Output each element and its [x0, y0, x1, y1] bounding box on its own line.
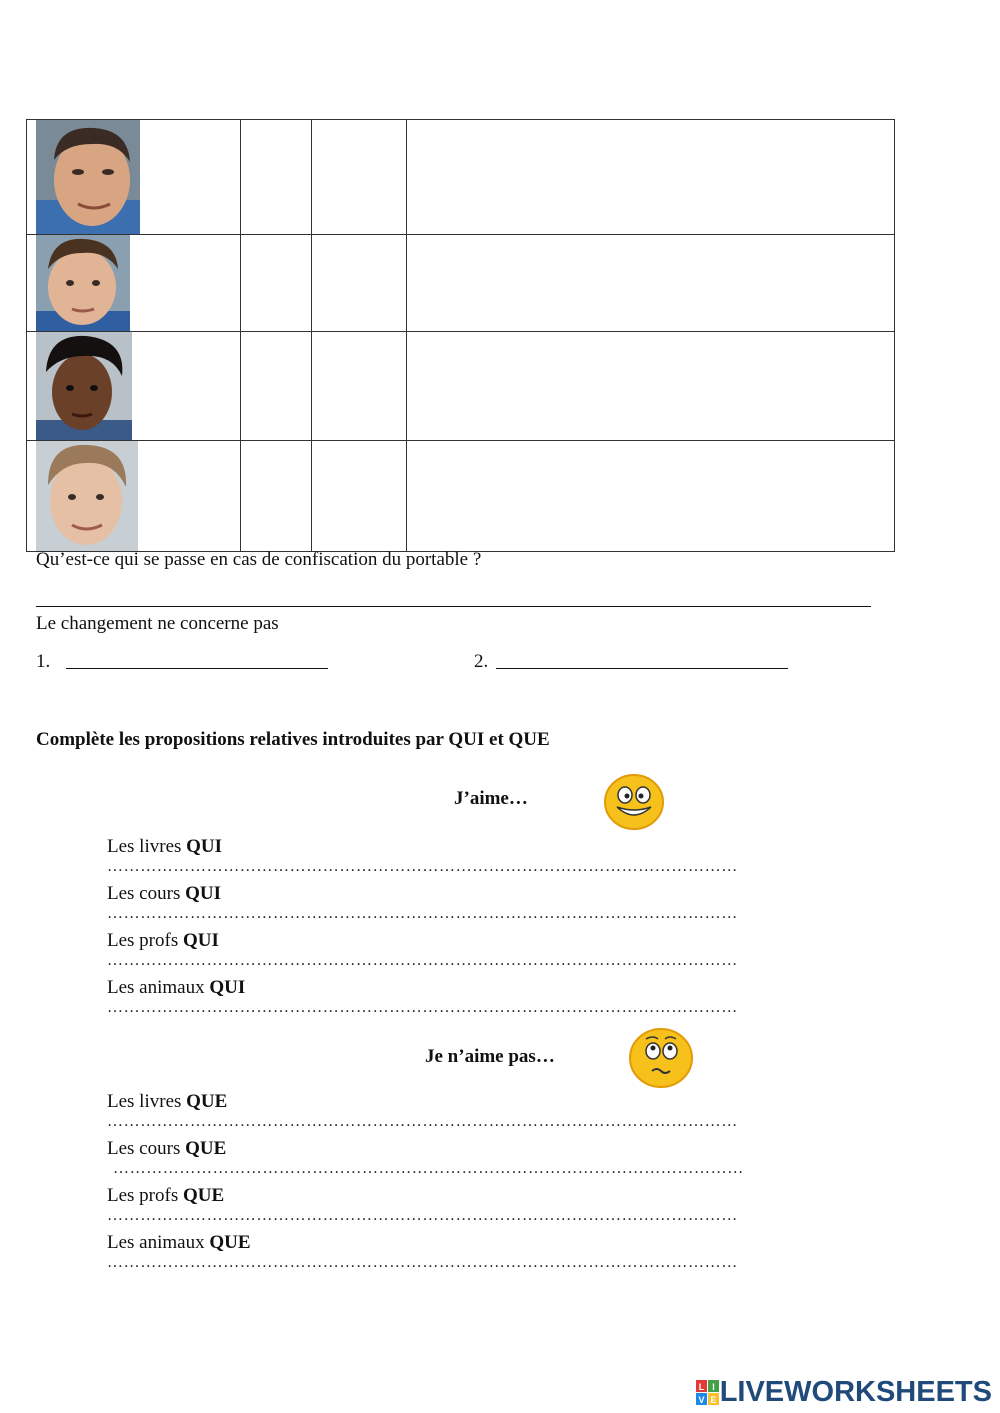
fill-in-dots[interactable]: ……………………………………………………………………………………………………	[107, 999, 738, 1016]
fill-in-dots[interactable]: ……………………………………………………………………………………………………	[107, 1113, 738, 1130]
table-cell[interactable]	[241, 441, 312, 552]
table-cell[interactable]	[407, 120, 895, 235]
item-prefix: Les animaux	[107, 977, 205, 998]
answer-number-1: 1.	[36, 651, 51, 672]
photo-cell	[27, 120, 241, 235]
liveworksheets-badge-icon	[696, 1380, 720, 1406]
item-keyword: QUI	[186, 836, 223, 857]
item-prefix: Les livres	[107, 1091, 182, 1112]
list-item	[107, 1185, 857, 1232]
item-prefix: Les cours	[107, 883, 181, 904]
boy-photo	[36, 235, 130, 331]
table-row	[27, 441, 895, 552]
fill-in-dots[interactable]: ……………………………………………………………………………………………………	[107, 1207, 738, 1224]
man-photo	[36, 120, 140, 234]
table-cell[interactable]	[312, 441, 407, 552]
interview-table	[26, 119, 895, 552]
item-prefix: Les profs	[107, 930, 179, 951]
boy-photo	[36, 332, 132, 440]
photo-cell	[27, 441, 241, 552]
instruction: Complète les propositions relatives introduites par QUI et QUE	[36, 729, 550, 750]
like-list	[107, 836, 857, 1024]
svg-text:I: I	[711, 1381, 715, 1392]
answer-line-2[interactable]	[496, 668, 788, 669]
fill-in-dots[interactable]: ……………………………………………………………………………………………………	[113, 1160, 744, 1177]
item-keyword: QUE	[186, 1091, 228, 1112]
photo-cell	[27, 332, 241, 441]
table-row	[27, 235, 895, 332]
item-keyword: QUI	[182, 930, 219, 951]
item-keyword: QUI	[185, 883, 221, 904]
list-item	[107, 930, 857, 977]
svg-text:V: V	[698, 1394, 705, 1405]
fill-in-dots[interactable]: ……………………………………………………………………………………………………	[107, 858, 738, 875]
item-keyword: QUI	[209, 977, 246, 998]
item-prefix: Les cours	[107, 1138, 181, 1159]
table-row	[27, 120, 895, 235]
list-item	[107, 1091, 857, 1138]
answer-number-2: 2.	[474, 651, 489, 672]
fill-in-dots[interactable]: ……………………………………………………………………………………………………	[107, 952, 738, 969]
item-prefix: Les livres	[107, 836, 182, 857]
item-prefix: Les profs	[107, 1185, 179, 1206]
item-keyword: QUE	[209, 1232, 251, 1253]
happy-smiley-icon	[603, 773, 665, 831]
svg-text:E: E	[710, 1394, 717, 1405]
list-item	[107, 1232, 857, 1279]
photo-cell	[27, 235, 241, 332]
worried-smiley-icon	[628, 1027, 694, 1089]
dislike-list	[107, 1091, 857, 1279]
liveworksheets-logo[interactable]	[696, 1376, 992, 1409]
table-cell[interactable]	[407, 441, 895, 552]
table-cell[interactable]	[312, 120, 407, 235]
list-item	[107, 977, 857, 1024]
list-item	[107, 883, 857, 930]
fill-in-dots[interactable]: ……………………………………………………………………………………………………	[107, 1254, 738, 1271]
change-intro: Le changement ne concerne pas	[36, 613, 279, 634]
table-cell[interactable]	[407, 235, 895, 332]
list-item	[107, 836, 857, 883]
fill-in-dots[interactable]: ……………………………………………………………………………………………………	[107, 905, 738, 922]
answer-line-1[interactable]	[66, 668, 328, 669]
item-prefix: Les animaux	[107, 1232, 205, 1253]
table-cell[interactable]	[407, 332, 895, 441]
table-cell[interactable]	[312, 332, 407, 441]
confiscation-question: Qu’est-ce qui se passe en cas de confiscation du portable ?	[36, 549, 482, 570]
table-cell[interactable]	[241, 120, 312, 235]
boy-photo	[36, 441, 138, 551]
table-row	[27, 332, 895, 441]
section-dislike-heading: Je n’aime pas…	[425, 1046, 555, 1067]
list-item	[107, 1138, 857, 1185]
brand-name: LIVEWORKSHEETS	[719, 1376, 992, 1408]
item-keyword: QUE	[185, 1138, 227, 1159]
table-cell[interactable]	[241, 332, 312, 441]
table-cell[interactable]	[241, 235, 312, 332]
answer-line[interactable]	[36, 606, 871, 607]
item-keyword: QUE	[182, 1185, 225, 1206]
section-like-heading: J’aime…	[454, 788, 528, 809]
svg-text:L: L	[698, 1381, 704, 1392]
table-cell[interactable]	[312, 235, 407, 332]
